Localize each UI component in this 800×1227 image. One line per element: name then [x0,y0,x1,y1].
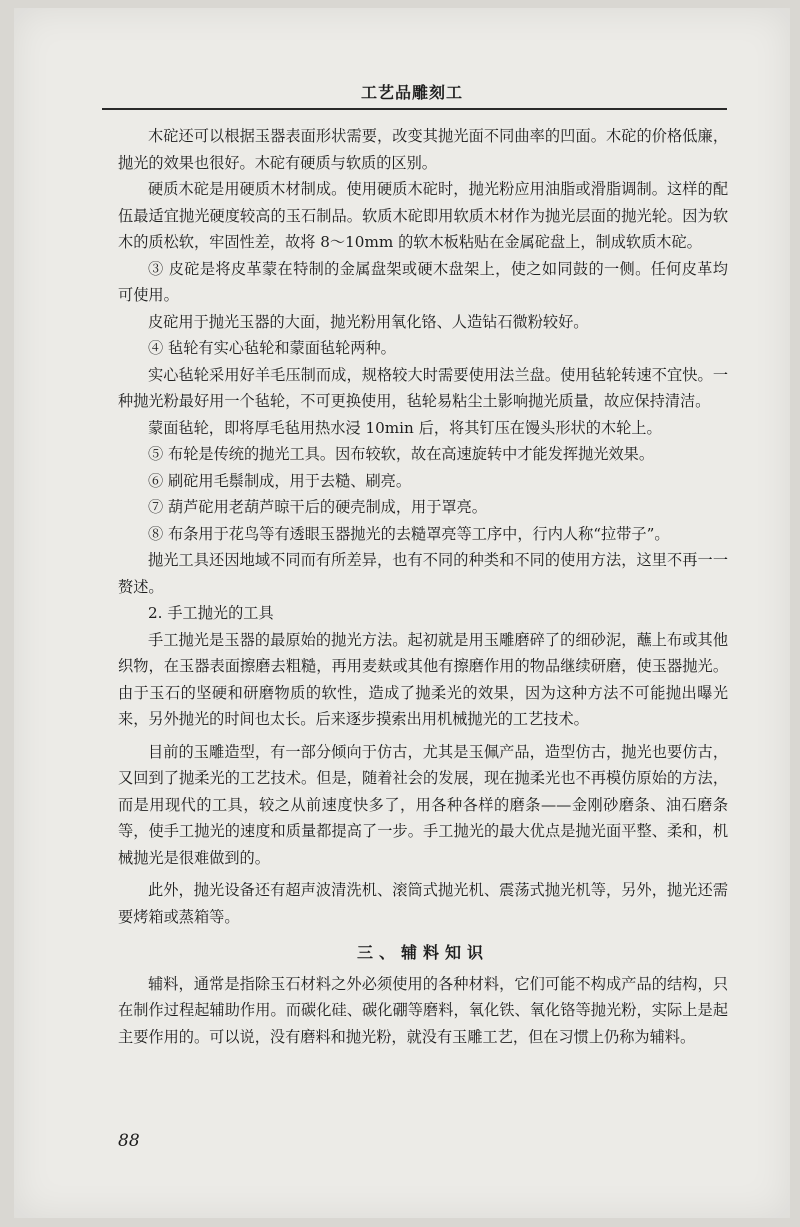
paragraph: ⑥ 刷砣用毛鬃制成，用于去糙、刷亮。 [148,471,412,490]
paragraph: 手工抛光是玉器的最原始的抛光方法。起初就是用玉雕磨碎了的细砂泥，蘸上布或其他织物，在玉器表面擦磨去粗糙，再用麦麸或其他有擦磨作用的物品继续研磨，使玉器抛光。由于玉石的坚硬和研磨物质的软性，造成了抛柔光的效果，因为这种方法不可能抛出曝光来，另外抛光的时间也太长。后来逐步摸索出用机械抛光的工艺技术。 [118,630,728,728]
header-rule [102,108,727,110]
running-header: 工艺品雕刻工 [360,83,463,102]
book-page [14,8,790,1218]
paragraph: 硬质木砣是用硬质木材制成。使用硬质木砣时，抛光粉应用油脂或滑脂调制。这样的配伍最适宜抛光硬度较高的玉石制品。软质木砣即用软质木材作为抛光层面的抛光轮。因为软木的质松软，牢固性差，故将 8～10mm 的软木板粘贴在金属砣盘上，制成软质木砣。 [118,180,728,251]
paragraph: 实心毡轮采用好羊毛压制而成，规格较大时需要使用法兰盘。使用毡轮转速不宜快。一种抛光粉最好用一个毡轮，不可更换使用，毡轮易粘尘土影响抛光质量，故应保持清洁。 [118,365,728,410]
paragraph: ⑧ 布条用于花鸟等有透眼玉器抛光的去糙罩亮等工序中，行内人称“拉带子”。 [148,524,670,543]
paragraph: ③ 皮砣是将皮革蒙在特制的金属盘架或硬木盘架上，使之如同鼓的一侧。任何皮革均可使用。 [118,259,728,304]
paragraph: 抛光工具还因地域不同而有所差异，也有不同的种类和不同的使用方法，这里不再一一赘述。 [118,551,728,596]
paragraph: ④ 毡轮有实心毡轮和蒙面毡轮两种。 [148,339,396,357]
paragraph: 蒙面毡轮，即将厚毛毡用热水浸 10min 后，将其钉压在馒头形状的木轮上。 [148,418,662,437]
paragraph: 皮砣用于抛光玉器的大面，抛光粉用氧化铬、人造钻石微粉较好。 [148,312,589,331]
paragraph: ⑦ 葫芦砣用老葫芦晾干后的硬壳制成，用于罩亮。 [148,498,487,516]
section-title: 三、辅料知识 [356,943,489,962]
subsection-heading: 2. 手工抛光的工具 [148,604,274,622]
paragraph: ⑤ 布轮是传统的抛光工具。因布较软，故在高速旋转中才能发挥抛光效果。 [148,445,655,463]
paragraph: 木砣还可以根据玉器表面形状需要，改变其抛光面不同曲率的凹面。木砣的价格低廉，抛光的效果也很好。木砣有硬质与软质的区别。 [118,127,728,172]
paragraph: 辅料，通常是指除玉石材料之外必须使用的各种材料，它们可能不构成产品的结构，只在制作过程起辅助作用。而碳化硅、碳化硼等磨料，氧化铁、氧化铬等抛光粉，实际上是起主要作用的。可以说，没有磨料和抛光粉，就没有玉雕工艺，但在习惯上仍称为辅料。 [118,974,728,1046]
page-number: 88 [118,1131,140,1151]
page-body [118,123,728,1050]
paragraph: 此外，抛光设备还有超声波清洗机、滚筒式抛光机、震荡式抛光机等，另外，抛光还需要烤箱或蒸箱等。 [118,881,728,926]
paragraph: 目前的玉雕造型，有一部分倾向于仿古，尤其是玉佩产品，造型仿古，抛光也要仿古，又回到了抛柔光的工艺技术。但是，随着社会的发展，现在抛柔光也不再模仿原始的方法，而是用现代的工具，较之从前速度快多了，用各种各样的磨条——金刚砂磨条、油石磨条等，使手工抛光的速度和质量都提高了一步。手工抛光的最大优点是抛光面平整、柔和，机械抛光是很难做到的。 [118,742,728,867]
